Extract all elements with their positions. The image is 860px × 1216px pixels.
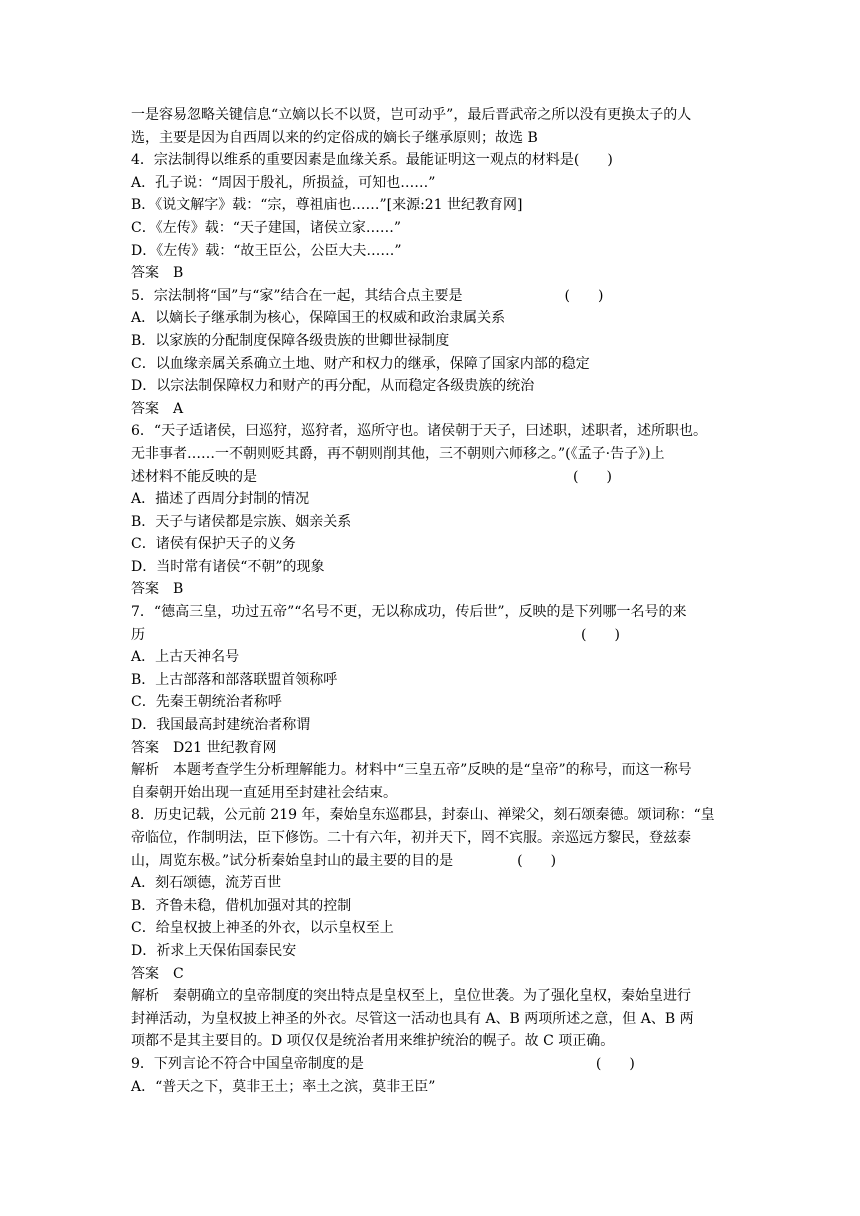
question-6-text: 述材料不能反映的是 — [131, 468, 257, 485]
text-line: 选，主要是因为自西周以来的约定俗成的嫡长子继承原则；故选 B — [131, 129, 538, 146]
option-b: B．《说文解字》载：“宗，尊祖庙也……”[来源:21 世纪教育网] — [131, 197, 523, 214]
option-c: C．诸侯有保护天子的义务 — [131, 536, 296, 553]
answer-paren: ( ) — [517, 852, 557, 869]
option-a: A．“普天之下，莫非王土；率土之滨，莫非王臣” — [131, 1078, 436, 1095]
option-d: D．祈求上天保佑国泰民安 — [131, 942, 297, 959]
text-line: 项都不是其主要目的。D 项仅仅是统治者用来维护统治的幌子。故 C 项正确。 — [131, 1033, 615, 1050]
question-6-stem: 6．“天子适诸侯，曰巡狩，巡狩者，巡所守也。诸侯朝于天子，曰述职，述职者，述所职也。 — [131, 423, 708, 440]
analysis-line: 解析 秦朝确立的皇帝制度的突出特点是皇权至上，皇位世袭。为了强化皇权，秦始皇进行 — [131, 988, 691, 1005]
question-5-text: 5．宗法制将“国”与“家”结合在一起，其结合点主要是 — [131, 287, 463, 304]
option-d: D．当时常有诸侯“不朝”的现象 — [131, 558, 325, 575]
question-8-text: 山，周览东极。”试分析秦始皇封山的最主要的目的是 — [131, 852, 454, 869]
option-c: C．《左传》载：“天子建国，诸侯立家……” — [131, 219, 402, 236]
option-c: C．以血缘亲属关系确立土地、财产和权力的继承，保障了国家内部的稳定 — [131, 355, 590, 372]
option-a: A．描述了西周分封制的情况 — [131, 491, 310, 508]
text-line: 帝临位，作制明法，臣下修饬。二十有六年，初并天下，罔不宾服。亲巡远方黎民，登兹泰 — [131, 830, 691, 846]
answer-line: 答案 C — [131, 965, 184, 982]
answer-line: 答案 B — [131, 581, 184, 598]
option-d: D．我国最高封建统治者称谓 — [131, 717, 311, 734]
option-d: D．以宗法制保障权力和财产的再分配，从而稳定各级贵族的统治 — [131, 378, 535, 395]
text-line: 一是容易忽略关键信息“立嫡以长不以贤，岂可动乎”，最后晋武帝之所以没有更换太子的人 — [131, 107, 692, 123]
question-7-text: 历 — [131, 626, 145, 643]
analysis-line: 解析 本题考查学生分析理解能力。材料中“三皇五帝”反映的是“皇帝”的称号，而这一称号 — [131, 762, 692, 779]
option-a: A．刻石颂德，流芳百世 — [131, 875, 282, 892]
text-line: 无非事者……一不朝则贬其爵，再不朝则削其他，三不朝则六师移之。”(《孟子·告子》)上 — [131, 445, 665, 462]
answer-line: 答案 A — [131, 400, 184, 417]
question-5-stem — [131, 285, 733, 308]
document-body — [131, 104, 733, 1098]
option-b: B．上古部落和部落联盟首领称呼 — [131, 671, 338, 688]
answer-paren: ( ) — [581, 626, 620, 643]
option-b: B．天子与诸侯都是宗族、姻亲关系 — [131, 513, 352, 530]
answer-line: 答案 B — [131, 265, 184, 282]
option-c: C．给皇权披上神圣的外衣，以示皇权至上 — [131, 920, 394, 937]
question-4-stem: 4．宗法制得以维系的重要因素是血缘关系。最能证明这一观点的材料是( ) — [131, 152, 613, 169]
text-line: 自秦朝开始出现一直延用至封建社会结束。 — [131, 784, 397, 801]
question-8-stem: 8．历史记载，公元前 219 年，秦始皇东巡郡县，封泰山、禅梁父，刻石颂秦德。颂词称：“皇 — [131, 807, 715, 824]
option-a: A．上古天神名号 — [131, 649, 240, 666]
text-line — [131, 624, 733, 647]
text-line — [131, 466, 733, 489]
question-7-stem: 7．“德高三皇，功过五帝”“名号不更，无以称成功，传后世”，反映的是下列哪一名号的来 — [131, 604, 687, 621]
text-line: 封禅活动，为皇权披上神圣的外衣。尽管这一活动也具有 A、B 两项所述之意，但 A、B 两 — [131, 1010, 694, 1027]
answer-paren: ( ) — [573, 468, 612, 485]
option-c: C．先秦王朝统治者称呼 — [131, 694, 282, 711]
answer-line: 答案 D21 世纪教育网 — [131, 739, 277, 756]
option-b: B．以家族的分配制度保障各级贵族的世卿世禄制度 — [131, 332, 450, 349]
question-9-stem — [131, 1053, 733, 1076]
answer-paren: ( ) — [564, 287, 604, 304]
question-9-text: 9．下列言论不符合中国皇帝制度的是 — [131, 1055, 364, 1072]
text-line — [131, 850, 733, 873]
option-a: A．以嫡长子继承制为核心，保障国王的权威和政治隶属关系 — [131, 310, 506, 327]
option-a: A．孔子说：“周因于殷礼，所损益，可知也……” — [131, 174, 436, 191]
option-b: B．齐鲁未稳，借机加强对其的控制 — [131, 897, 352, 914]
answer-paren: ( ) — [595, 1055, 635, 1072]
option-d: D．《左传》载：“故王臣公，公臣大夫……” — [131, 242, 402, 259]
